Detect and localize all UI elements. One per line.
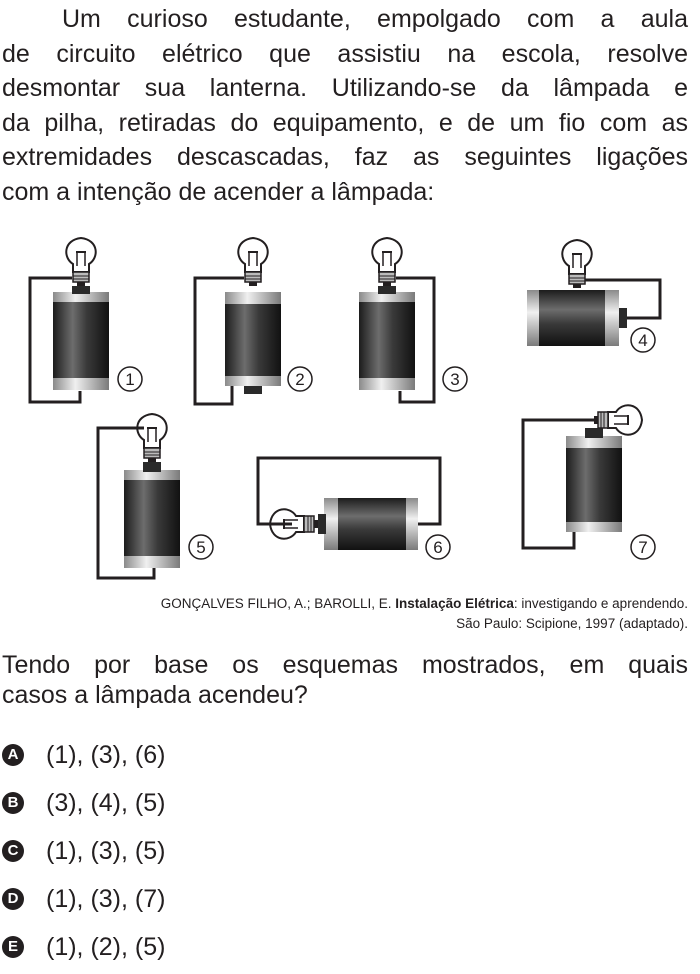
label-3: 3 <box>450 370 460 389</box>
option-a-badge: A <box>2 744 24 766</box>
circuit-3 <box>359 238 467 402</box>
label-6: 6 <box>433 538 443 557</box>
intro-line: de circuito elétrico que assistiu na escola, resolve <box>2 39 688 68</box>
citation-line-2: São Paulo: Scipione, 1997 (adaptado). <box>456 616 688 631</box>
option-a[interactable] <box>0 736 320 776</box>
circuit-2 <box>195 238 312 404</box>
circuit-5 <box>98 414 213 578</box>
citation-line-1 <box>161 594 688 614</box>
intro-line: com a intenção de acender a lâmpada: <box>2 177 435 206</box>
option-b-text: (3), (4), (5) <box>46 789 166 817</box>
source-citation <box>161 594 688 634</box>
option-c-text: (1), (3), (5) <box>46 837 166 865</box>
option-c[interactable] <box>0 832 320 872</box>
citation-subtitle: : investigando e aprendendo. <box>513 596 688 611</box>
option-d-badge: D <box>2 888 24 910</box>
label-2: 2 <box>295 370 305 389</box>
intro-line: Um curioso estudante, empolgado com a aula <box>62 5 688 33</box>
option-d[interactable] <box>0 880 320 920</box>
intro-line: extremidades descascadas, faz as seguintes ligações <box>2 143 688 172</box>
intro-line: da pilha, retiradas do equipamento, e de um fio com as <box>2 108 688 137</box>
label-7: 7 <box>638 538 648 557</box>
circuit-1 <box>30 238 142 402</box>
citation-authors: GONÇALVES FILHO, A.; BAROLLI, E. <box>160 596 396 611</box>
citation-title: Instalação Elétrica <box>395 596 514 611</box>
option-a-text: (1), (3), (6) <box>46 741 166 769</box>
circuit-6 <box>258 458 450 559</box>
question-text <box>2 650 688 710</box>
option-b[interactable] <box>0 784 320 824</box>
option-b-badge: B <box>2 792 24 814</box>
circuit-7 <box>523 405 655 559</box>
question-line: Tendo por base os esquemas mostrados, em quais <box>2 651 688 679</box>
option-e-text: (1), (2), (5) <box>46 933 166 961</box>
option-d-text: (1), (3), (7) <box>46 885 166 913</box>
intro-line: desmontar sua lanterna. Utilizando-se da lâmpada e <box>2 74 688 103</box>
circuit-figure <box>0 236 700 586</box>
option-e-badge: E <box>2 936 24 958</box>
label-4: 4 <box>638 331 648 350</box>
label-1: 1 <box>125 370 135 389</box>
circuit-4 <box>527 240 660 352</box>
question-line: casos a lâmpada acendeu? <box>2 681 308 709</box>
option-e[interactable] <box>0 928 320 968</box>
intro-paragraph <box>2 2 688 210</box>
label-5: 5 <box>196 538 206 557</box>
option-c-badge: C <box>2 840 24 862</box>
